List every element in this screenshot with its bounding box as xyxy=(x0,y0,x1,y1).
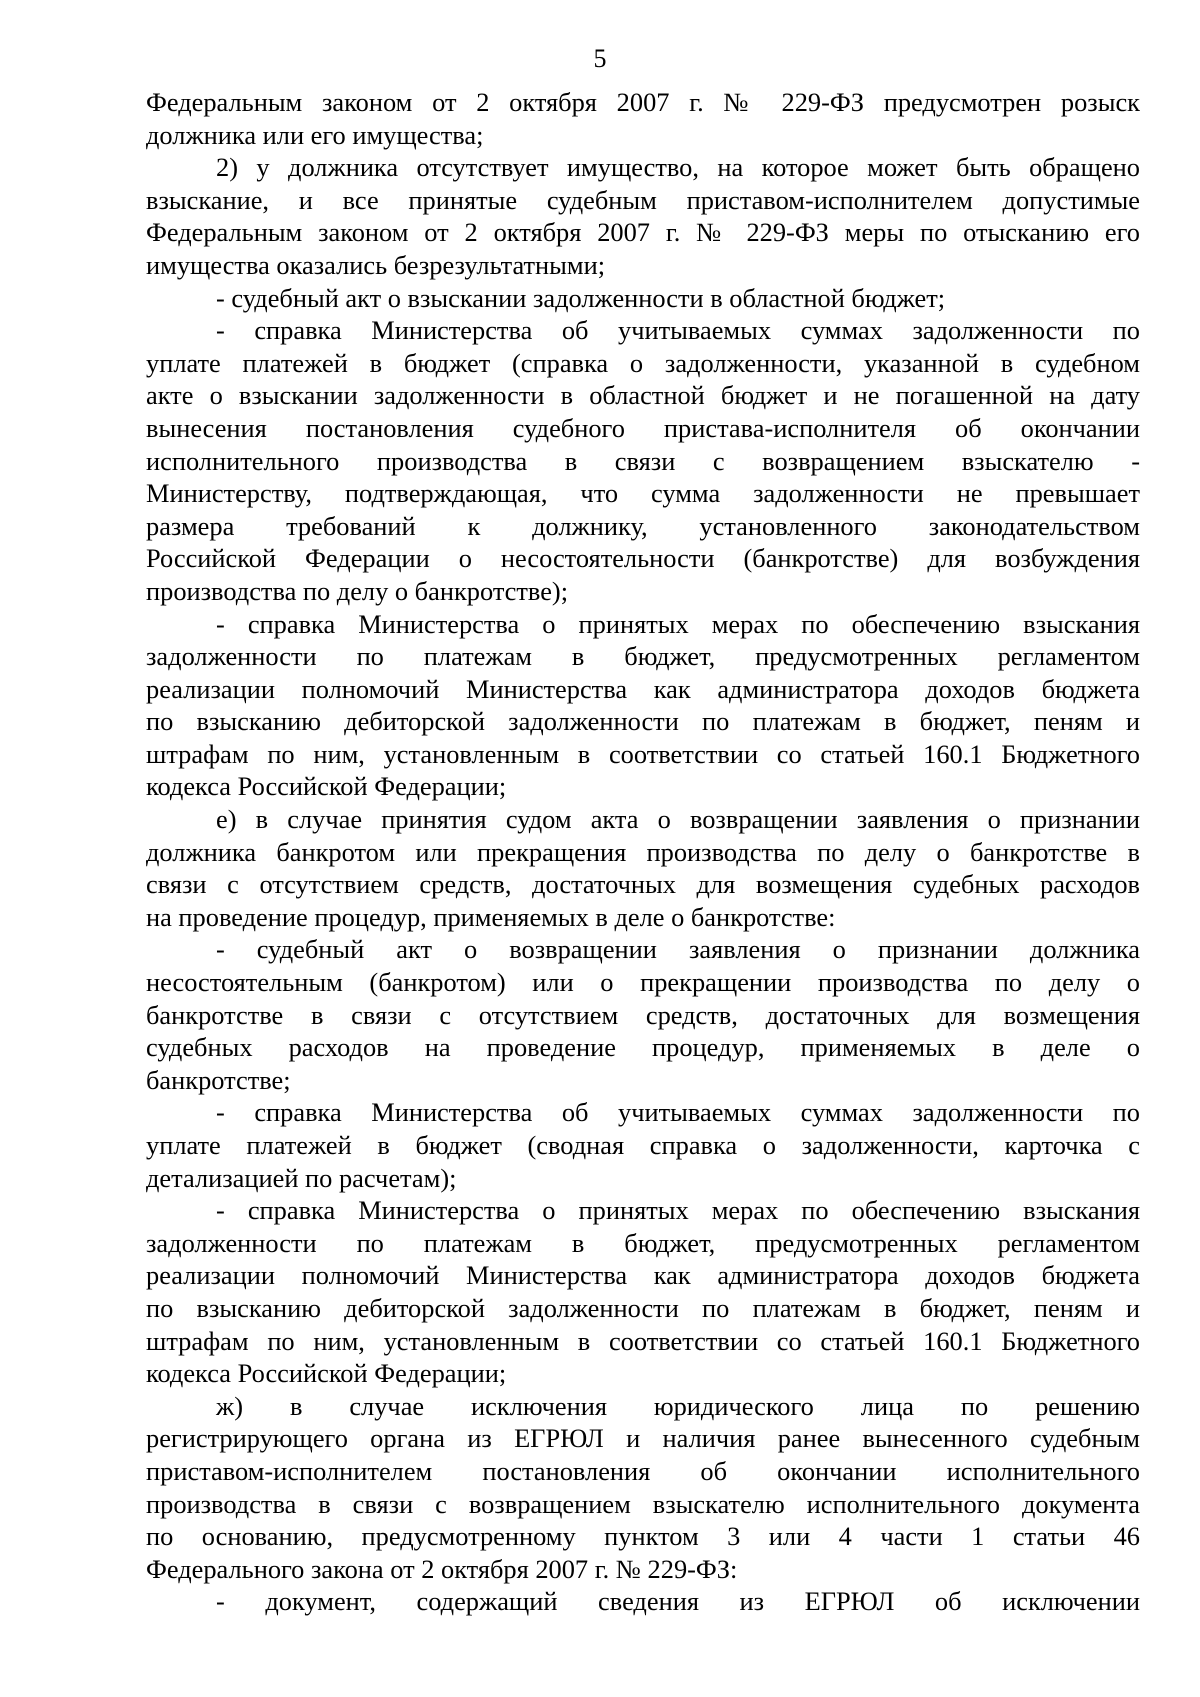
text-line: реализации полномочий Министерства как администратора доходов бюджета xyxy=(146,1260,1140,1291)
text-line: кодекса Российской Федерации; xyxy=(146,771,507,802)
text-line: - справка Министерства об учитываемых суммах задолженности по xyxy=(216,1097,1140,1128)
text-line: связи с отсутствием средств, достаточных для возмещения судебных расходов xyxy=(146,869,1140,900)
text-line: банкротстве; xyxy=(146,1064,291,1095)
text-line: акте о взыскании задолженности в областной бюджет и не погашенной на дату xyxy=(146,380,1140,411)
text-line: - судебный акт о возвращении заявления о признании должника xyxy=(216,934,1140,965)
text-line: Федеральным законом от 2 октября 2007 г. № 229-ФЗ меры по отысканию его xyxy=(146,217,1140,248)
text-line: Федеральным законом от 2 октября 2007 г. № 229-ФЗ предусмотрен розыск xyxy=(146,87,1140,117)
text-line: задолженности по платежам в бюджет, предусмотренных регламентом xyxy=(146,641,1140,672)
text-line: кодекса Российской Федерации; xyxy=(146,1358,507,1389)
text-line: - справка Министерства о принятых мерах по обеспечению взыскания xyxy=(216,608,1140,639)
text-line: судебных расходов на проведение процедур, применяемых в деле о xyxy=(146,1032,1140,1063)
text-line: уплате платежей в бюджет (справка о задолженности, указанной в судебном xyxy=(146,347,1140,378)
text-line: Российской Федерации о несостоятельности (банкротстве) для возбуждения xyxy=(146,543,1140,574)
text-line: уплате платежей в бюджет (сводная справка о задолженности, карточка с xyxy=(146,1130,1140,1160)
text-line: несостоятельным (банкротом) или о прекращении производства по делу о xyxy=(146,967,1140,998)
text-line: Министерству, подтверждающая, что сумма задолженности не превышает xyxy=(146,478,1140,509)
text-line: 2) у должника отсутствует имущество, на которое может быть обращено xyxy=(216,152,1140,183)
text-line: - судебный акт о взыскании задолженности в областной бюджет; xyxy=(216,282,946,313)
text-line: производства по делу о банкротстве); xyxy=(146,575,569,606)
text-line: банкротстве в связи с отсутствием средств, достаточных для возмещения xyxy=(146,999,1140,1030)
text-line: задолженности по платежам в бюджет, предусмотренных регламентом xyxy=(146,1227,1140,1258)
text-line: Федерального закона от 2 октября 2007 г. № 229-ФЗ: xyxy=(146,1553,738,1584)
text-line: - справка Министерства о принятых мерах по обеспечению взыскания xyxy=(216,1195,1140,1226)
text-line: по взысканию дебиторской задолженности по платежам в бюджет, пеням и xyxy=(146,1292,1140,1323)
text-line: по основанию, предусмотренному пунктом 3 или 4 части 1 статьи 46 xyxy=(146,1521,1140,1552)
text-line: детализацией по расчетам); xyxy=(146,1162,457,1193)
text-line: производства в связи с возвращением взыскателю исполнительного документа xyxy=(146,1488,1140,1519)
text-line: размера требований к должнику, установленного законодательством xyxy=(146,510,1140,541)
document-body xyxy=(146,86,1140,1618)
text-line: имущества оказались безрезультатными; xyxy=(146,249,606,280)
page-number: 5 xyxy=(593,44,607,73)
text-line: по взысканию дебиторской задолженности по платежам в бюджет, пеням и xyxy=(146,706,1140,737)
text-line: вынесения постановления судебного пристава-исполнителя об окончании xyxy=(146,412,1140,443)
text-line: взыскание, и все принятые судебным приставом-исполнителем допустимые xyxy=(146,184,1140,215)
text-line: - справка Министерства об учитываемых суммах задолженности по xyxy=(216,315,1140,346)
text-line: на проведение процедур, применяемых в деле о банкротстве: xyxy=(146,901,836,932)
text-line: е) в случае принятия судом акта о возвращении заявления о признании xyxy=(216,804,1140,835)
text-line: штрафам по ним, установленным в соответствии со статьей 160.1 Бюджетного xyxy=(146,738,1140,769)
text-line: реализации полномочий Министерства как администратора доходов бюджета xyxy=(146,673,1140,704)
text-line: штрафам по ним, установленным в соответствии со статьей 160.1 Бюджетного xyxy=(146,1325,1140,1356)
text-line: регистрирующего органа из ЕГРЮЛ и наличия ранее вынесенного судебным xyxy=(146,1423,1140,1454)
text-line: должника или его имущества; xyxy=(146,119,484,150)
text-line: исполнительного производства в связи с возвращением взыскателю - xyxy=(146,445,1140,476)
text-line: приставом-исполнителем постановления об окончании исполнительного xyxy=(146,1455,1140,1486)
text-line: должника банкротом или прекращения производства по делу о банкротстве в xyxy=(146,836,1140,867)
text-line: ж) в случае исключения юридического лица по решению xyxy=(216,1390,1140,1421)
text-line: - документ, содержащий сведения из ЕГРЮЛ об исключении xyxy=(216,1586,1140,1617)
